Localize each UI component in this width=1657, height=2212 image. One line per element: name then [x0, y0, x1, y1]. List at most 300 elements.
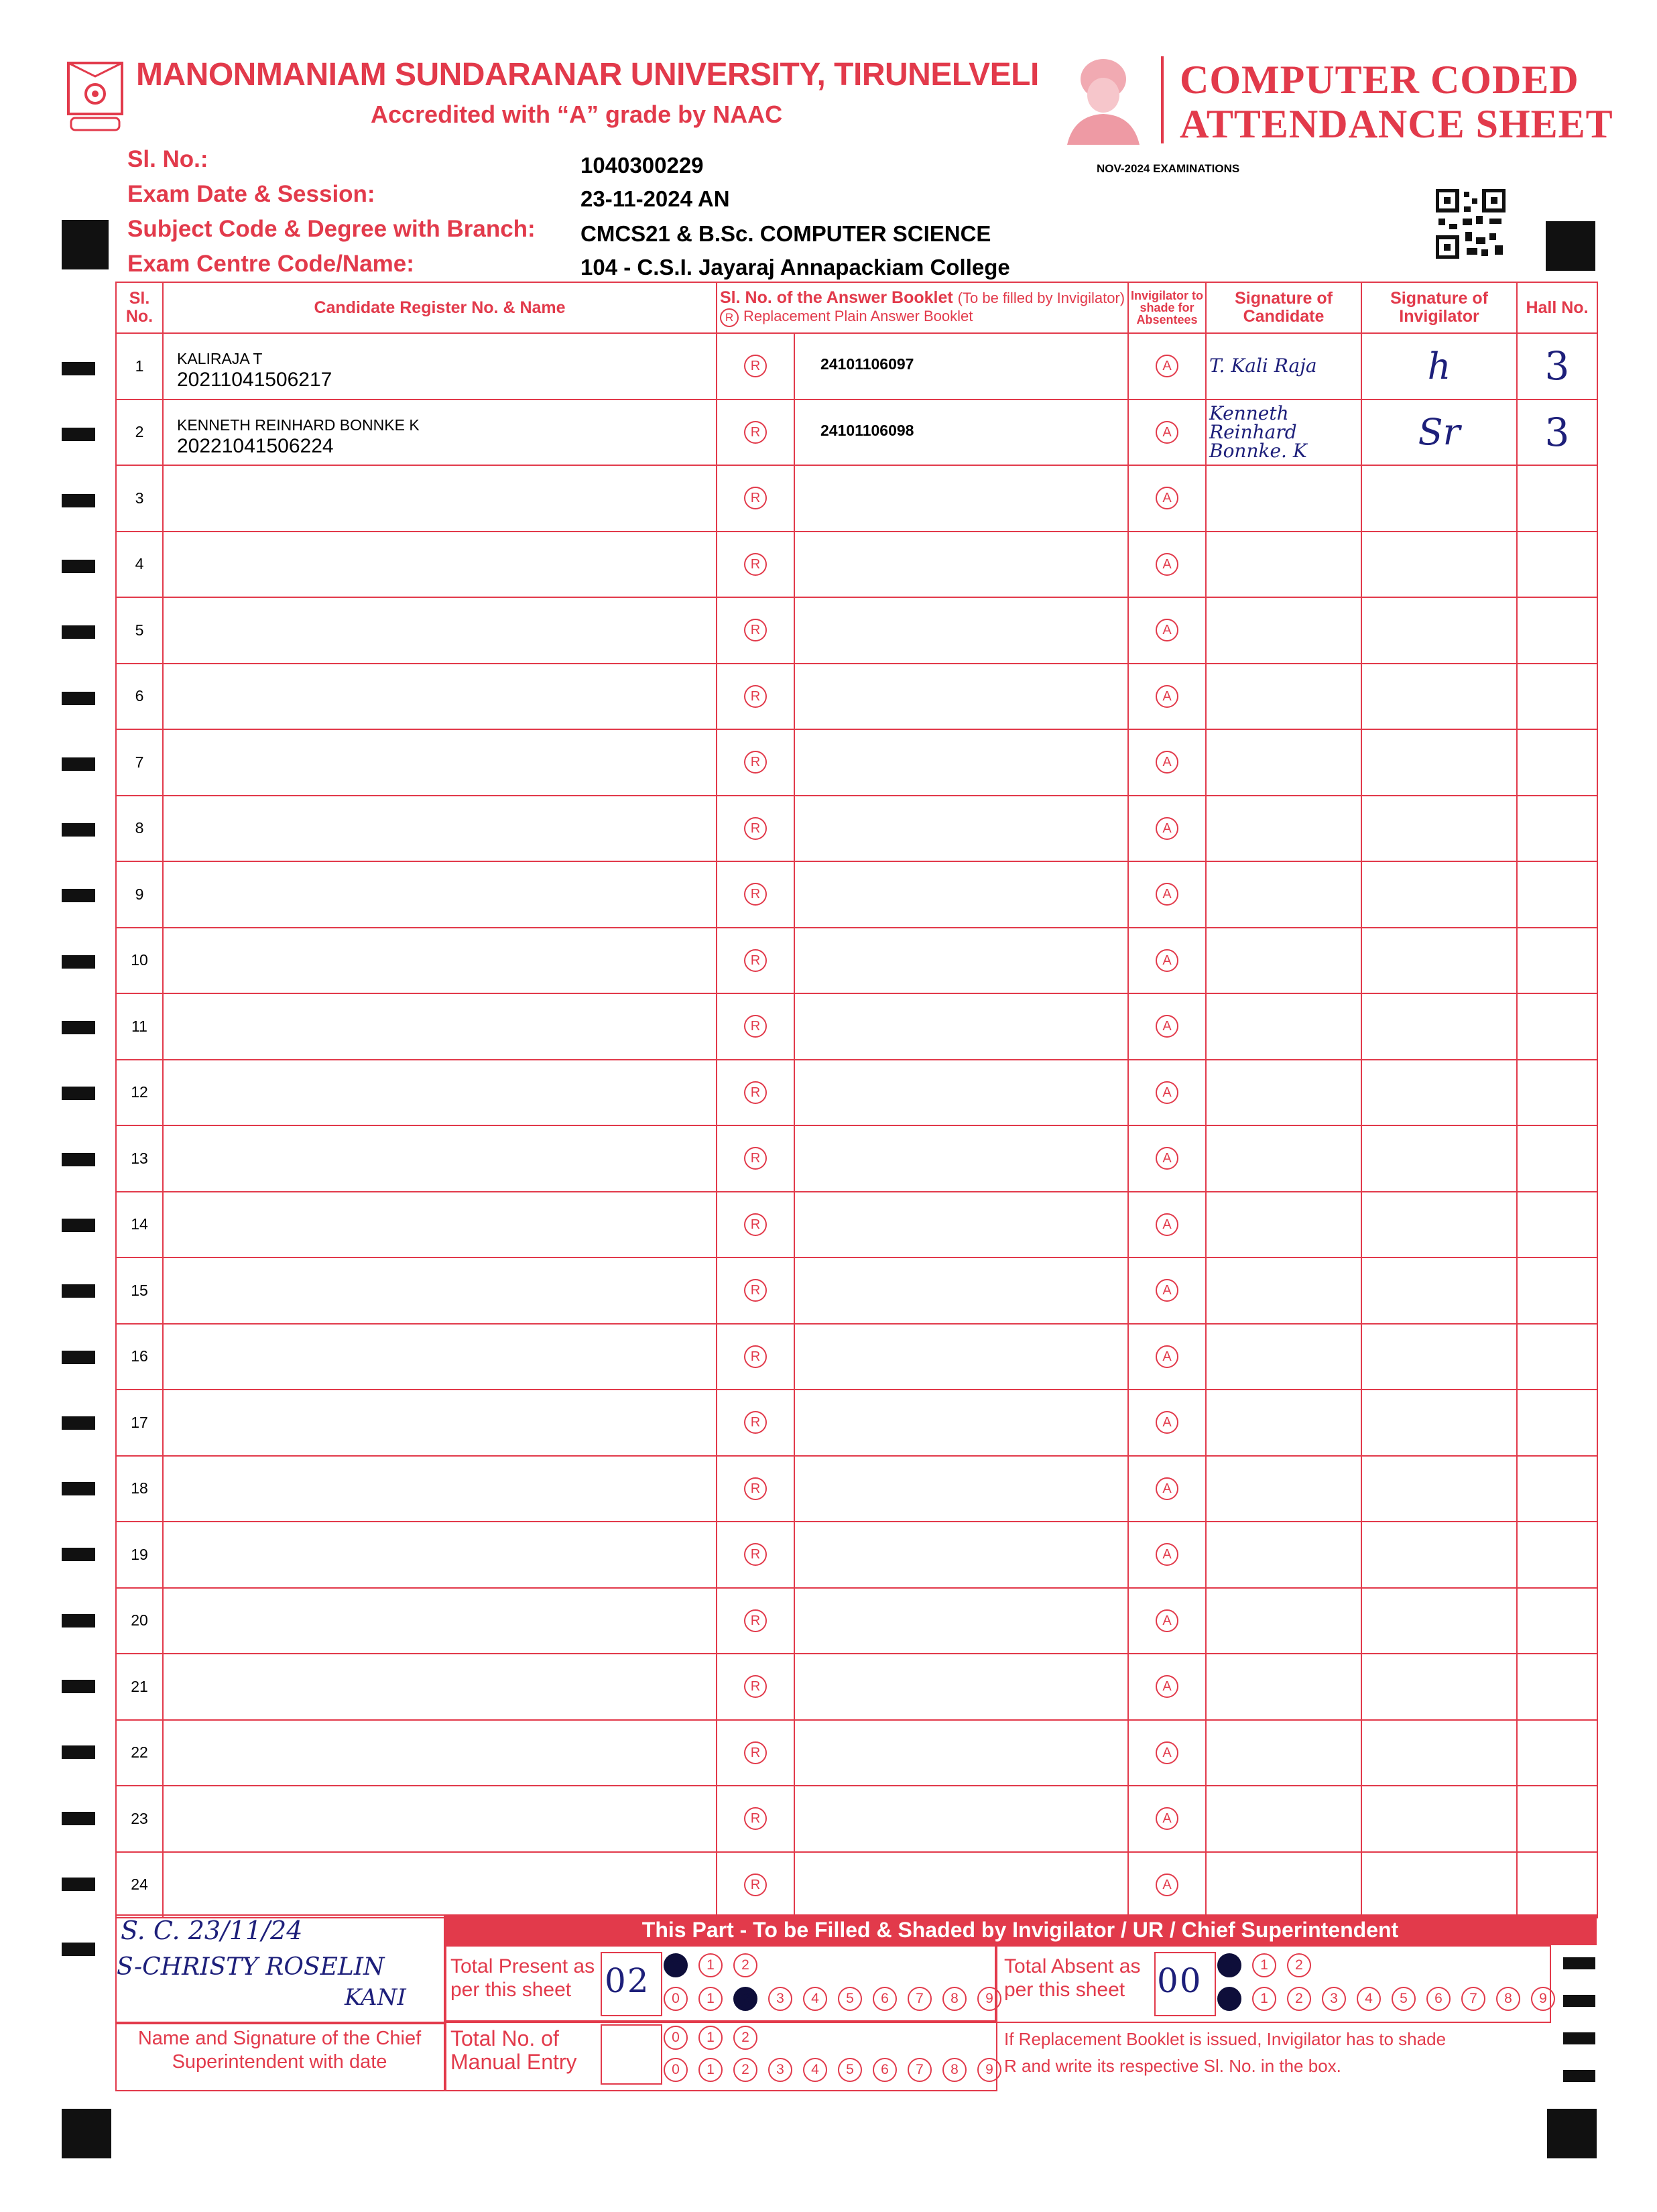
hall-no-cell[interactable]: [1517, 532, 1597, 598]
invigilator-signature-cell[interactable]: [1361, 1852, 1517, 1918]
booklet-cell[interactable]: [794, 1125, 1128, 1192]
replacement-r-bubble-icon[interactable]: R: [744, 1345, 767, 1368]
absent-bubble-cell[interactable]: [1128, 861, 1206, 928]
digit-bubble-icon[interactable]: 5: [1392, 1987, 1416, 2011]
row-sl: [116, 532, 163, 598]
hall-no-cell[interactable]: [1517, 1060, 1597, 1126]
digit-bubble-icon[interactable]: 7: [908, 1987, 932, 2011]
candidate-signature-cell[interactable]: [1206, 1852, 1361, 1918]
digit-bubble-icon[interactable]: 3: [1322, 1987, 1346, 2011]
invigilator-signature-cell[interactable]: [1361, 532, 1517, 598]
col-hall-header: Hall No.: [1517, 282, 1597, 333]
absent-bubble-cell[interactable]: [1128, 1060, 1206, 1126]
invigilator-signature-cell[interactable]: [1361, 1720, 1517, 1786]
replacement-bubble-cell[interactable]: [717, 1522, 794, 1588]
candidate-signature: [1207, 1156, 1361, 1161]
absent-a-bubble-icon[interactable]: A: [1156, 1147, 1178, 1170]
invigilator-signature-cell[interactable]: [1361, 1654, 1517, 1720]
absent-a-bubble-icon[interactable]: A: [1156, 421, 1178, 444]
hall-no-cell[interactable]: [1517, 1522, 1597, 1588]
replacement-r-bubble-icon[interactable]: R: [744, 421, 767, 444]
booklet-cell[interactable]: [794, 928, 1128, 994]
candidate-signature-cell[interactable]: [1206, 928, 1361, 994]
absent-a-bubble-icon[interactable]: A: [1156, 1015, 1178, 1038]
candidate-signature: [1207, 627, 1361, 633]
row-sl: [116, 1456, 163, 1522]
digit-bubble-icon[interactable]: 5: [838, 1987, 862, 2011]
absent-a-bubble-icon[interactable]: A: [1156, 553, 1178, 576]
candidate-cell: [163, 1522, 717, 1588]
timing-mark-left: [62, 1943, 95, 1956]
replacement-bubble-cell[interactable]: [717, 928, 794, 994]
candidate-signature-cell[interactable]: [1206, 1390, 1361, 1456]
replacement-bubble-cell[interactable]: [717, 532, 794, 598]
digit-bubble-icon[interactable]: 6: [1426, 1987, 1451, 2011]
invigilator-signature-cell[interactable]: [1361, 1192, 1517, 1258]
invigilator-signature-cell[interactable]: [1361, 729, 1517, 796]
digit-bubble-icon[interactable]: 8: [942, 2058, 967, 2082]
digit-bubble-icon[interactable]: 9: [1531, 1987, 1555, 2011]
replacement-bubble-cell[interactable]: [717, 1390, 794, 1456]
timing-mark-left: [62, 692, 95, 705]
digit-bubble-icon[interactable]: 7: [908, 2058, 932, 2082]
invigilator-signature-cell[interactable]: [1361, 465, 1517, 532]
replacement-bubble-cell[interactable]: [717, 1654, 794, 1720]
candidate-signature: [1207, 1288, 1361, 1293]
booklet-cell[interactable]: [794, 465, 1128, 532]
replacement-r-bubble-icon[interactable]: R: [744, 1873, 767, 1896]
hall-no-cell[interactable]: [1517, 1390, 1597, 1456]
row-sl-number: 21: [131, 1677, 148, 1695]
digit-bubble-icon[interactable]: 2: [733, 2058, 757, 2082]
candidate-signature-cell[interactable]: [1206, 993, 1361, 1060]
digit-bubble-icon[interactable]: 1: [1252, 1953, 1276, 1977]
booklet-cell[interactable]: [794, 861, 1128, 928]
digit-bubble-icon[interactable]: 8: [1496, 1987, 1520, 2011]
absent-bubble-cell[interactable]: [1128, 1852, 1206, 1918]
absent-a-bubble-icon[interactable]: A: [1156, 355, 1178, 377]
candidate-name: KENNETH REINHARD BONNKE K: [177, 416, 420, 434]
hall-no-cell[interactable]: [1517, 465, 1597, 532]
digit-bubble-icon[interactable]: 2: [733, 2026, 757, 2050]
hall-no-cell[interactable]: [1517, 333, 1597, 400]
digit-bubble-icon[interactable]: 2: [1287, 1987, 1311, 2011]
booklet-cell[interactable]: [794, 796, 1128, 862]
replacement-r-bubble-icon[interactable]: R: [744, 1147, 767, 1170]
invigilator-signature-cell[interactable]: [1361, 400, 1517, 466]
replacement-bubble-cell[interactable]: [717, 1456, 794, 1522]
sheet-title-line1: COMPUTER CODED: [1180, 58, 1579, 102]
table-row: [116, 532, 1597, 598]
timing-mark-left: [62, 823, 95, 837]
hall-no-cell[interactable]: [1517, 1456, 1597, 1522]
candidate-signature: [1207, 694, 1361, 699]
absent-a-bubble-icon[interactable]: A: [1156, 1213, 1178, 1236]
absent-bubble-cell[interactable]: [1128, 796, 1206, 862]
row-sl: [116, 1390, 163, 1456]
candidate-signature-cell[interactable]: [1206, 465, 1361, 532]
absent-bubble-cell[interactable]: [1128, 1654, 1206, 1720]
invigilator-signature-cell[interactable]: [1361, 1257, 1517, 1324]
booklet-cell[interactable]: [794, 597, 1128, 664]
invigilator-signature-cell[interactable]: [1361, 1060, 1517, 1126]
candidate-signature-cell[interactable]: [1206, 1588, 1361, 1654]
candidate-signature-cell[interactable]: [1206, 1192, 1361, 1258]
candidate-signature: [1207, 1816, 1361, 1821]
replacement-r-bubble-icon[interactable]: R: [744, 1015, 767, 1038]
invigilator-signature-cell[interactable]: [1361, 664, 1517, 730]
replacement-bubble-cell[interactable]: [717, 400, 794, 466]
timing-mark-left: [62, 1878, 95, 1891]
absent-bubble-cell[interactable]: [1128, 1192, 1206, 1258]
hall-no-cell[interactable]: [1517, 1720, 1597, 1786]
digit-bubble-icon[interactable]: 4: [1357, 1987, 1381, 2011]
replacement-bubble-cell[interactable]: [717, 729, 794, 796]
absent-a-bubble-icon[interactable]: A: [1156, 1279, 1178, 1302]
hall-no-cell[interactable]: [1517, 861, 1597, 928]
candidate-signature-cell[interactable]: [1206, 729, 1361, 796]
candidate-signature-cell[interactable]: [1206, 1125, 1361, 1192]
candidate-signature-cell[interactable]: [1206, 1324, 1361, 1390]
booklet-cell[interactable]: [794, 400, 1128, 466]
absent-bubble-cell[interactable]: [1128, 1720, 1206, 1786]
invigilator-signature-cell[interactable]: [1361, 1786, 1517, 1852]
university-logo-icon: [64, 60, 126, 135]
digit-bubble-icon[interactable]: 6: [873, 2058, 897, 2082]
replacement-bubble-cell[interactable]: [717, 1324, 794, 1390]
absent-a-bubble-icon[interactable]: A: [1156, 817, 1178, 840]
exam-tag: NOV-2024 EXAMINATIONS: [1097, 162, 1240, 175]
invigilator-signature-cell[interactable]: [1361, 1125, 1517, 1192]
booklet-number: 24101106098: [820, 421, 914, 439]
hall-no-cell[interactable]: [1517, 1192, 1597, 1258]
candidate-signature-cell[interactable]: [1206, 1654, 1361, 1720]
replacement-r-bubble-icon[interactable]: R: [744, 1477, 767, 1500]
invigilator-signature-cell[interactable]: [1361, 1324, 1517, 1390]
replacement-r-bubble-icon[interactable]: R: [744, 619, 767, 641]
present-tens-bubbles: [664, 1953, 757, 1977]
candidate-cell: [163, 532, 717, 598]
timing-mark-left: [62, 1416, 95, 1430]
candidate-cell: [163, 861, 717, 928]
row-sl-number: 8: [135, 819, 144, 837]
digit-bubble-icon[interactable]: 1: [698, 2058, 723, 2082]
candidate-signature-cell[interactable]: [1206, 597, 1361, 664]
row-sl: [116, 597, 163, 664]
replacement-bubble-cell[interactable]: [717, 796, 794, 862]
candidate-signature-cell[interactable]: [1206, 1786, 1361, 1852]
row-sl: [116, 1786, 163, 1852]
absent-a-bubble-icon[interactable]: A: [1156, 1675, 1178, 1698]
digit-bubble-icon[interactable]: 0: [664, 1953, 688, 1977]
candidate-cell: [163, 1060, 717, 1126]
col-booklet-title: Sl. No. of the Answer Booklet: [720, 288, 953, 307]
candidate-signature-cell[interactable]: [1206, 1456, 1361, 1522]
booklet-cell[interactable]: [794, 1786, 1128, 1852]
invigilator-signature-cell[interactable]: [1361, 1456, 1517, 1522]
hall-no-cell[interactable]: [1517, 1588, 1597, 1654]
digit-bubble-icon[interactable]: 0: [1217, 1953, 1241, 1977]
booklet-cell[interactable]: [794, 1456, 1128, 1522]
digit-bubble-icon[interactable]: 4: [803, 1987, 827, 2011]
candidate-signature-cell[interactable]: [1206, 333, 1361, 400]
row-sl-number: 20: [131, 1611, 148, 1630]
replacement-r-bubble-icon[interactable]: R: [744, 1411, 767, 1434]
row-sl-number: 11: [131, 1017, 147, 1035]
absent-bubble-cell[interactable]: [1128, 664, 1206, 730]
replacement-bubble-cell[interactable]: [717, 993, 794, 1060]
replacement-r-bubble-icon[interactable]: R: [744, 487, 767, 509]
table-row: [116, 1324, 1597, 1390]
candidate-cell: [163, 1786, 717, 1852]
absent-a-bubble-icon[interactable]: A: [1156, 949, 1178, 972]
candidate-cell: [163, 597, 717, 664]
absent-a-bubble-icon[interactable]: A: [1156, 1411, 1178, 1434]
invigilator-signature-cell[interactable]: [1361, 928, 1517, 994]
absent-a-bubble-icon[interactable]: A: [1156, 1477, 1178, 1500]
absent-a-bubble-icon[interactable]: A: [1156, 1807, 1178, 1830]
absent-bubble-cell[interactable]: [1128, 1324, 1206, 1390]
replacement-r-bubble-icon[interactable]: R: [744, 883, 767, 906]
booklet-cell[interactable]: [794, 1720, 1128, 1786]
absent-bubble-cell[interactable]: [1128, 532, 1206, 598]
row-sl: [116, 400, 163, 466]
hall-no-cell[interactable]: [1517, 1324, 1597, 1390]
absent-bubble-cell[interactable]: [1128, 1456, 1206, 1522]
digit-bubble-icon[interactable]: 3: [768, 2058, 792, 2082]
present-value: 02: [605, 1961, 650, 2000]
replacement-bubble-cell[interactable]: [717, 597, 794, 664]
absent-a-bubble-icon[interactable]: A: [1156, 1543, 1178, 1566]
candidate-cell: [163, 729, 717, 796]
replacement-note: If Replacement Booklet is issued, Invigilator has to shade R and write its respective Sl. No. in the box.: [1004, 2029, 1447, 2076]
hall-no-cell[interactable]: [1517, 928, 1597, 994]
hall-no-cell[interactable]: [1517, 1257, 1597, 1324]
absent-bubble-cell[interactable]: [1128, 928, 1206, 994]
centre-label: Exam Centre Code/Name:: [127, 251, 414, 277]
hall-no-cell[interactable]: [1517, 400, 1597, 466]
timing-mark-left: [62, 625, 95, 639]
invigilator-signature-cell[interactable]: [1361, 333, 1517, 400]
replacement-bubble-cell[interactable]: [717, 1192, 794, 1258]
replacement-r-bubble-icon[interactable]: R: [744, 553, 767, 576]
cs-label: Name and Signature of the Chief Superintendent with date: [137, 2028, 422, 2073]
candidate-cell: [163, 1192, 717, 1258]
table-row: [116, 465, 1597, 532]
absent-bubble-cell[interactable]: [1128, 1390, 1206, 1456]
timing-mark-left: [62, 428, 95, 441]
table-row: [116, 796, 1597, 862]
invigilator-signature-cell[interactable]: [1361, 597, 1517, 664]
digit-bubble-icon[interactable]: 2: [1287, 1953, 1311, 1977]
candidate-cell: [163, 1588, 717, 1654]
hall-no-cell[interactable]: [1517, 1786, 1597, 1852]
absent-a-bubble-icon[interactable]: A: [1156, 883, 1178, 906]
digit-bubble-icon[interactable]: 7: [1461, 1987, 1485, 2011]
digit-bubble-icon[interactable]: 1: [1252, 1987, 1276, 2011]
table-row: [116, 1852, 1597, 1918]
invigilator-signature-cell[interactable]: [1361, 1522, 1517, 1588]
digit-bubble-icon[interactable]: 1: [698, 1987, 723, 2011]
digit-bubble-icon[interactable]: 0: [1217, 1987, 1241, 2011]
booklet-cell[interactable]: [794, 1192, 1128, 1258]
candidate-signature: [1207, 1552, 1361, 1557]
absent-a-bubble-icon[interactable]: A: [1156, 685, 1178, 708]
absent-bubble-cell[interactable]: [1128, 333, 1206, 400]
invigilator-signature-cell[interactable]: [1361, 1588, 1517, 1654]
absent-bubble-cell[interactable]: [1128, 1588, 1206, 1654]
candidate-signature: [1207, 1618, 1361, 1623]
replacement-r-bubble-icon[interactable]: R: [744, 817, 767, 840]
booklet-cell[interactable]: [794, 1522, 1128, 1588]
candidate-cell: [163, 1125, 717, 1192]
digit-bubble-icon[interactable]: 6: [873, 1987, 897, 2011]
replacement-r-bubble-icon[interactable]: R: [744, 1543, 767, 1566]
absent-bubble-cell[interactable]: [1128, 597, 1206, 664]
replacement-r-bubble-icon[interactable]: R: [744, 1807, 767, 1830]
replacement-r-bubble-icon[interactable]: R: [744, 751, 767, 774]
replacement-r-bubble-icon[interactable]: R: [744, 949, 767, 972]
candidate-signature-cell[interactable]: [1206, 861, 1361, 928]
replacement-bubble-cell[interactable]: [717, 1257, 794, 1324]
replacement-bubble-cell[interactable]: [717, 1125, 794, 1192]
booklet-cell[interactable]: [794, 993, 1128, 1060]
absent-a-bubble-icon[interactable]: A: [1156, 619, 1178, 641]
booklet-cell[interactable]: [794, 664, 1128, 730]
booklet-cell[interactable]: [794, 1060, 1128, 1126]
candidate-cell: [163, 465, 717, 532]
absent-bubble-cell[interactable]: [1128, 1786, 1206, 1852]
digit-bubble-icon[interactable]: 1: [698, 1953, 723, 1977]
replacement-bubble-cell[interactable]: [717, 861, 794, 928]
invigilator-signature-cell[interactable]: [1361, 796, 1517, 862]
absent-bubble-cell[interactable]: [1128, 729, 1206, 796]
replacement-r-bubble-icon[interactable]: R: [744, 1279, 767, 1302]
absent-bubble-cell[interactable]: [1128, 465, 1206, 532]
replacement-r-bubble-icon[interactable]: R: [744, 1609, 767, 1632]
booklet-cell[interactable]: [794, 532, 1128, 598]
row-sl-number: 5: [135, 621, 144, 639]
digit-bubble-icon[interactable]: 8: [942, 1987, 967, 2011]
candidate-signature-cell[interactable]: [1206, 664, 1361, 730]
absent-value: 00: [1157, 1961, 1203, 2000]
digit-bubble-icon[interactable]: 0: [664, 2058, 688, 2082]
candidate-cell: [163, 1456, 717, 1522]
hall-no-cell[interactable]: [1517, 729, 1597, 796]
absent-a-bubble-icon[interactable]: A: [1156, 1081, 1178, 1104]
booklet-cell[interactable]: [794, 333, 1128, 400]
invigilator-signature-cell[interactable]: [1361, 993, 1517, 1060]
replacement-bubble-cell[interactable]: [717, 1852, 794, 1918]
booklet-cell[interactable]: [794, 1588, 1128, 1654]
absent-bubble-cell[interactable]: [1128, 1125, 1206, 1192]
absent-bubble-cell[interactable]: [1128, 993, 1206, 1060]
digit-bubble-icon[interactable]: 1: [698, 2026, 723, 2050]
digit-bubble-icon[interactable]: 0: [664, 2026, 688, 2050]
corner-marker-top-right: [1546, 221, 1595, 271]
header-divider: [1161, 56, 1164, 143]
corner-marker-top-left: [62, 220, 109, 269]
replacement-bubble-cell[interactable]: [717, 1060, 794, 1126]
candidate-signature-cell[interactable]: [1206, 1060, 1361, 1126]
candidate-signature-cell[interactable]: [1206, 796, 1361, 862]
digit-bubble-icon[interactable]: 0: [664, 1987, 688, 2011]
digit-bubble-icon[interactable]: 3: [768, 1987, 792, 2011]
absent-a-bubble-icon[interactable]: A: [1156, 1609, 1178, 1632]
digit-bubble-icon[interactable]: 4: [803, 2058, 827, 2082]
digit-bubble-icon[interactable]: 2: [733, 1987, 757, 2011]
replacement-r-bubble-icon[interactable]: R: [744, 1741, 767, 1764]
replacement-bubble-cell[interactable]: [717, 664, 794, 730]
booklet-cell[interactable]: [794, 1654, 1128, 1720]
candidate-signature-cell[interactable]: [1206, 532, 1361, 598]
candidate-signature: [1207, 1222, 1361, 1227]
booklet-cell[interactable]: [794, 1257, 1128, 1324]
replacement-r-bubble-icon[interactable]: R: [744, 1675, 767, 1698]
replacement-r-bubble-icon[interactable]: R: [744, 355, 767, 377]
absent-a-bubble-icon[interactable]: A: [1156, 487, 1178, 509]
row-sl: [116, 1522, 163, 1588]
table-row: [116, 664, 1597, 730]
hall-no-cell[interactable]: [1517, 796, 1597, 862]
absent-a-bubble-icon[interactable]: A: [1156, 1873, 1178, 1896]
replacement-bubble-cell[interactable]: [717, 333, 794, 400]
absent-a-bubble-icon[interactable]: A: [1156, 1345, 1178, 1368]
hall-no-cell[interactable]: [1517, 1852, 1597, 1918]
absent-bubble-cell[interactable]: [1128, 400, 1206, 466]
replacement-bubble-cell[interactable]: [717, 1588, 794, 1654]
replacement-bubble-cell[interactable]: [717, 465, 794, 532]
timing-mark-left: [62, 757, 95, 771]
candidate-signature-cell[interactable]: [1206, 400, 1361, 466]
invigilator-signature-cell[interactable]: [1361, 1390, 1517, 1456]
hall-no-cell[interactable]: [1517, 993, 1597, 1060]
candidate-signature-cell[interactable]: [1206, 1257, 1361, 1324]
row-sl-number: 9: [135, 885, 144, 903]
absent-a-bubble-icon[interactable]: A: [1156, 1741, 1178, 1764]
hall-no-cell[interactable]: [1517, 1654, 1597, 1720]
replacement-bubble-cell[interactable]: [717, 1720, 794, 1786]
booklet-cell[interactable]: [794, 729, 1128, 796]
candidate-signature-cell[interactable]: [1206, 1522, 1361, 1588]
absent-bubble-cell[interactable]: [1128, 1522, 1206, 1588]
digit-bubble-icon[interactable]: 2: [733, 1953, 757, 1977]
absent-bubble-cell[interactable]: [1128, 1257, 1206, 1324]
invigilator-signature-cell[interactable]: [1361, 861, 1517, 928]
booklet-cell[interactable]: [794, 1852, 1128, 1918]
replacement-r-bubble-icon[interactable]: R: [744, 1081, 767, 1104]
timing-mark-left: [62, 1021, 95, 1034]
digit-bubble-icon[interactable]: 5: [838, 2058, 862, 2082]
col-booklet-header: [717, 282, 1128, 333]
booklet-cell[interactable]: [794, 1324, 1128, 1390]
digit-bubble-icon[interactable]: 9: [977, 2058, 1001, 2082]
booklet-cell[interactable]: [794, 1390, 1128, 1456]
present-label: Total Present as per this sheet: [450, 1955, 595, 2001]
replacement-r-bubble-icon[interactable]: R: [744, 685, 767, 708]
digit-bubble-icon[interactable]: 9: [977, 1987, 1001, 2011]
candidate-signature-cell[interactable]: [1206, 1720, 1361, 1786]
hall-no-cell[interactable]: [1517, 1125, 1597, 1192]
hall-no-cell[interactable]: [1517, 597, 1597, 664]
sl-no-value: 1040300229: [580, 153, 704, 178]
candidate-cell: [163, 1654, 717, 1720]
replacement-bubble-cell[interactable]: [717, 1786, 794, 1852]
absent-a-bubble-icon[interactable]: A: [1156, 751, 1178, 774]
hall-no-cell[interactable]: [1517, 664, 1597, 730]
timing-mark-left: [62, 560, 95, 573]
replacement-r-bubble-icon[interactable]: R: [744, 1213, 767, 1236]
